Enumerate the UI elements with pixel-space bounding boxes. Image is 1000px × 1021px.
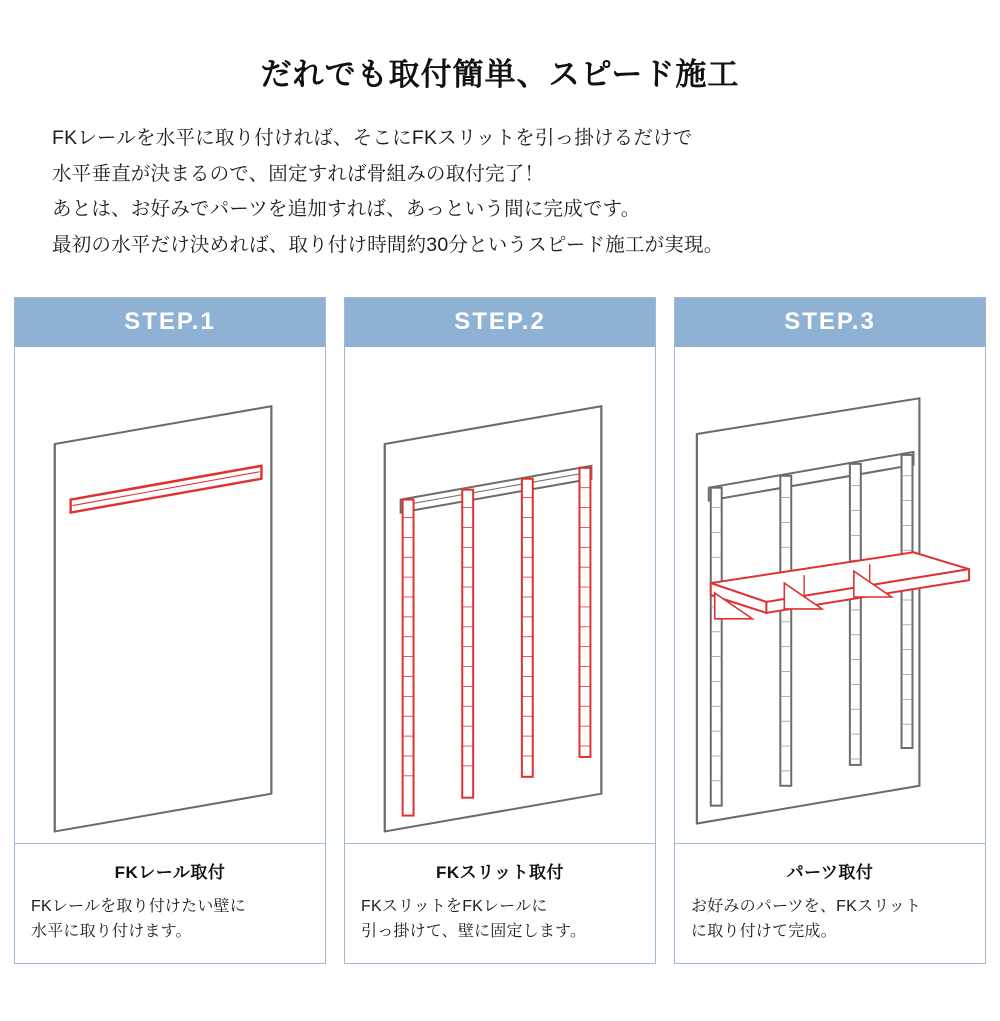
step-body-line: 水平に取り付けます。 — [31, 923, 192, 941]
step-badge-2: STEP.2 — [345, 298, 655, 347]
step-card-3 — [674, 297, 986, 964]
step-body-line: 引っ掛けて、壁に固定します。 — [361, 923, 587, 941]
step-body-line: FKスリットをFKレールに — [361, 897, 548, 915]
step-body-line: お好みのパーツを、FKスリット — [691, 897, 922, 915]
step-badge-1: STEP.1 — [15, 298, 325, 347]
lead-line: 最初の水平だけ決めれば、取り付け時間約30分というスピード施工が実現。 — [52, 233, 724, 256]
step-body-line: FKレールを取り付けたい壁に — [31, 897, 246, 915]
step-illustration-3 — [675, 347, 985, 843]
step-body-3 — [691, 894, 969, 945]
lead-line: あとは、お好みでパーツを追加すれば、あっという間に完成です。 — [52, 198, 641, 221]
wall-parts-diagram — [675, 347, 985, 843]
step-caption-1 — [15, 844, 325, 963]
lead-line: 水平垂直が決まるので、固定すれば骨組みの取付完了！ — [52, 162, 545, 185]
step-illustration-2 — [345, 347, 655, 843]
wall-rail-diagram — [15, 347, 325, 843]
step-illustration-1 — [15, 347, 325, 843]
step-caption-3 — [675, 844, 985, 963]
infographic-page — [0, 21, 1000, 1021]
steps-container — [14, 297, 986, 964]
step-body-1 — [31, 894, 309, 945]
wall-slit-diagram — [345, 347, 655, 843]
step-title-3: パーツ取付 — [786, 862, 874, 882]
lead-line: FKレールを水平に取り付ければ、そこにFKスリットを引っ掛けるだけで — [52, 127, 693, 150]
step-card-2 — [344, 297, 656, 964]
step-body-line: に取り付けて完成。 — [691, 923, 837, 941]
step-title-1: FKレール取付 — [114, 862, 226, 882]
lead-paragraph — [52, 121, 1000, 263]
step-card-1 — [14, 297, 326, 964]
step-title-2: FKスリット取付 — [436, 862, 564, 882]
step-caption-2 — [345, 844, 655, 963]
page-title: だれでも取付簡単、スピード施工 — [260, 56, 740, 92]
step-body-2 — [361, 894, 639, 945]
step-badge-3: STEP.3 — [675, 298, 985, 347]
